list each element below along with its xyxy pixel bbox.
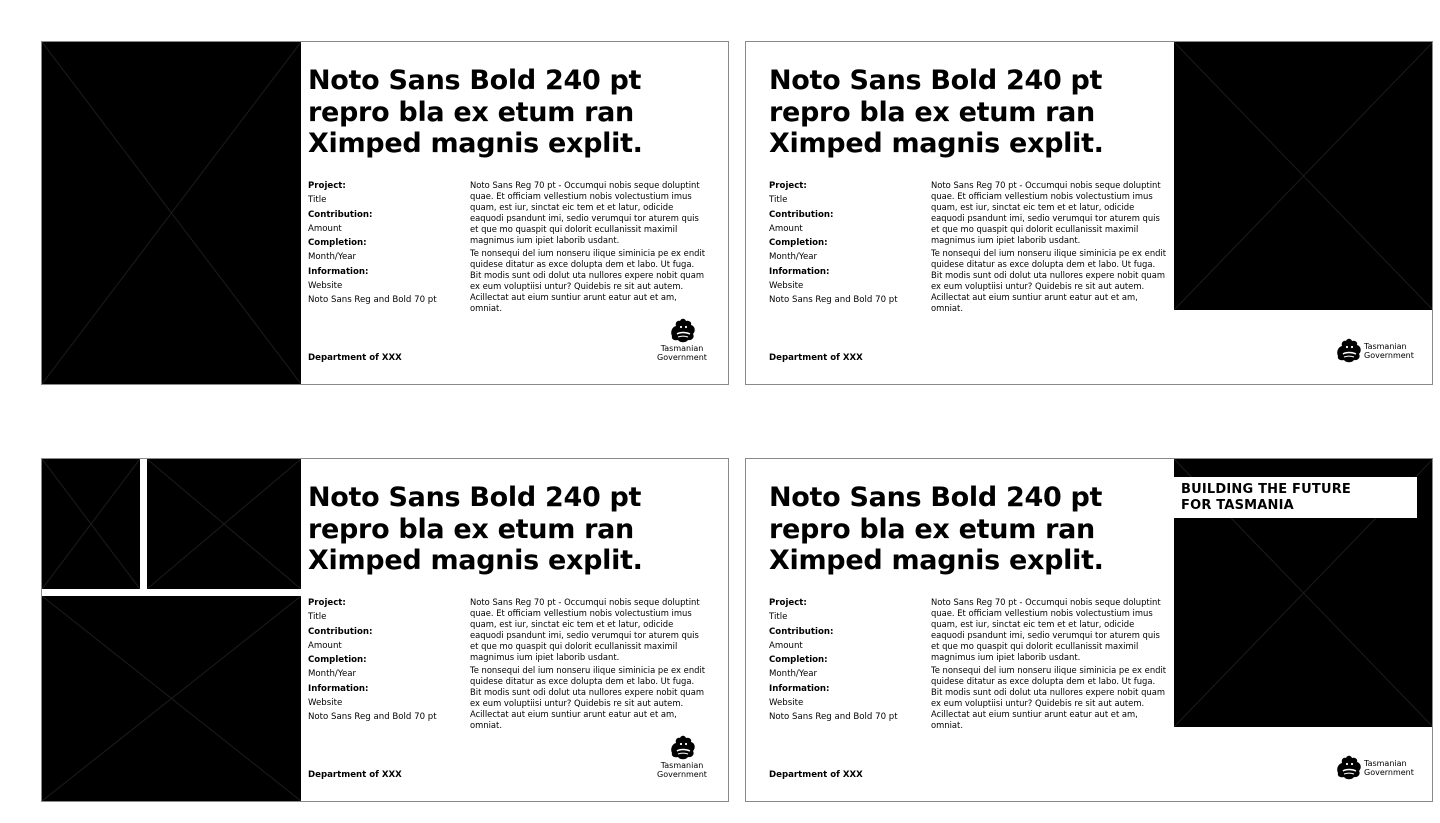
logo-text: [652, 345, 712, 362]
image-placeholder-large: [42, 596, 301, 801]
completion-value: Month/Year: [769, 252, 818, 263]
project-details: [308, 179, 458, 308]
headline-line: Noto Sans Bold 240 pt: [769, 65, 1103, 96]
board-image-left: [41, 41, 729, 385]
headline: [769, 65, 1104, 160]
headline-line: Noto Sans Bold 240 pt: [308, 65, 642, 96]
headline: [308, 65, 643, 160]
placeholder-cross-icon: [42, 459, 140, 589]
body-copy: [470, 180, 708, 317]
tasmanian-government-logo: [1335, 336, 1415, 366]
headline: [308, 482, 643, 577]
body-paragraph: Te nonsequi del ium nonseru ilique siminicia pe ex endit quidese ditatur as exce dolupta dem et labo. Ut fuga. Bit modis sunt odi dolut uta nullores expere nobit quam ex eum voluptiisi untur? Quidebis re sit aut autem. Acillectat aut eium suntiur arunt eatur aut et am, omniat.: [931, 248, 1167, 313]
logo-text-line: Government: [657, 352, 707, 362]
board-image-right-banner: [745, 458, 1433, 802]
completion-value: Month/Year: [308, 252, 357, 263]
department-name: Department of XXX: [769, 353, 863, 363]
tasmanian-government-logo: [652, 733, 712, 783]
font-note: Noto Sans Reg and Bold 70 pt: [308, 295, 437, 306]
information-label: Information:: [769, 683, 830, 694]
contribution-value: Amount: [769, 640, 803, 651]
project-value: Title: [769, 195, 788, 206]
headline-line: Ximped magnis explit.: [769, 128, 1104, 159]
logo-text: [652, 762, 712, 779]
project-details: [308, 596, 458, 725]
banner-line: FOR TASMANIA: [1181, 498, 1294, 513]
headline-line: repro bla ex etum ran: [769, 513, 1095, 545]
logo-text-line: Tasmanian: [660, 344, 704, 353]
placeholder-cross-icon: [1174, 42, 1433, 310]
project-value: Title: [308, 612, 327, 623]
body-paragraph: Te nonsequi del ium nonseru ilique siminicia pe ex endit quidese ditatur as exce dolupta dem et labo. Ut fuga. Bit modis sunt odi dolut uta nullores expere nobit quam ex eum voluptiisi untur? Quidebis re sit aut autem. Acillectat aut eium suntiur arunt eatur aut et am, omniat.: [470, 665, 706, 730]
completion-label: Completion:: [769, 238, 828, 249]
completion-label: Completion:: [308, 655, 367, 666]
tasmanian-devil-logo-icon: [1335, 336, 1363, 364]
information-label: Information:: [769, 266, 830, 277]
information-value: Website: [308, 698, 343, 709]
body-copy: [931, 597, 1169, 734]
contribution-label: Contribution:: [769, 209, 834, 220]
image-placeholder-small-2: [147, 459, 301, 589]
body-paragraph: Noto Sans Reg 70 pt - Occumqui nobis seque doluptint quae. Et officiam vellestium nobis volectustium imus quam, est iur, sinctat eic tem et et latur, odicide eaquodi psandunt imi, sedio verumqui tor aturem quis et que mo quaspit qui dolorit ecullanissit maximil magnimus ium ipiet laborib usdant.: [470, 597, 700, 662]
headline-line: Ximped magnis explit.: [308, 128, 643, 159]
project-label: Project:: [308, 598, 346, 608]
headline-line: repro bla ex etum ran: [308, 513, 634, 545]
department-name: Department of XXX: [308, 353, 402, 363]
font-note: Noto Sans Reg and Bold 70 pt: [308, 712, 437, 723]
project-value: Title: [769, 612, 788, 623]
body-paragraph: Te nonsequi del ium nonseru ilique siminicia pe ex endit quidese ditatur as exce dolupta dem et labo. Ut fuga. Bit modis sunt odi dolut uta nullores expere nobit quam ex eum voluptiisi untur? Quidebis re sit aut autem. Acillectat aut eium suntiur arunt eatur aut et am, omniat.: [931, 665, 1167, 730]
board-image-right: [745, 41, 1433, 385]
contribution-value: Amount: [769, 223, 803, 234]
tasmanian-devil-logo-icon: [669, 733, 697, 761]
completion-label: Completion:: [769, 655, 828, 666]
body-paragraph: Noto Sans Reg 70 pt - Occumqui nobis seque doluptint quae. Et officiam vellestium nobis volectustium imus quam, est iur, sinctat eic tem et et latur, odicide eaquodi psandunt imi, sedio verumqui tor aturem quis et que mo quaspit qui dolorit ecullanissit maximil magnimus ium ipiet laborib usdant.: [931, 597, 1161, 662]
project-value: Title: [308, 195, 327, 206]
contribution-label: Contribution:: [769, 626, 834, 637]
image-placeholder-small-1: [42, 459, 140, 589]
information-value: Website: [308, 281, 343, 292]
information-label: Information:: [308, 266, 369, 277]
department-name: Department of XXX: [769, 770, 863, 780]
tasmanian-devil-logo-icon: [1335, 753, 1363, 781]
department-name: Department of XXX: [308, 770, 402, 780]
headline-line: Noto Sans Bold 240 pt: [769, 482, 1103, 513]
body-paragraph: Te nonsequi del ium nonseru ilique siminicia pe ex endit quidese ditatur as exce dolupta dem et labo. Ut fuga. Bit modis sunt odi dolut uta nullores expere nobit quam ex eum voluptiisi untur? Quidebis re sit aut autem. Acillectat aut eium suntiur arunt eatur aut et am, omniat.: [470, 248, 706, 313]
logo-text-line: Government: [1364, 350, 1414, 360]
logo-text-line: Tasmanian: [1364, 759, 1407, 768]
project-label: Project:: [308, 181, 346, 191]
completion-label: Completion:: [308, 238, 367, 249]
contribution-label: Contribution:: [308, 209, 373, 220]
tasmanian-devil-logo-icon: [669, 316, 697, 344]
logo-text-line: Government: [657, 769, 707, 779]
information-value: Website: [769, 698, 804, 709]
information-value: Website: [769, 281, 804, 292]
tasmanian-government-logo: [652, 316, 712, 366]
headline-line: Ximped magnis explit.: [769, 545, 1104, 576]
project-label: Project:: [769, 598, 807, 608]
headline-line: repro bla ex etum ran: [308, 96, 634, 128]
font-note: Noto Sans Reg and Bold 70 pt: [769, 295, 898, 306]
logo-text: [1364, 343, 1414, 360]
font-note: Noto Sans Reg and Bold 70 pt: [769, 712, 898, 723]
tasmanian-government-logo: [1335, 753, 1415, 783]
image-placeholder: [42, 42, 301, 384]
placeholder-cross-icon: [147, 459, 301, 589]
completion-value: Month/Year: [769, 669, 818, 680]
completion-value: Month/Year: [308, 669, 357, 680]
logo-text-line: Tasmanian: [1364, 342, 1407, 351]
body-paragraph: Noto Sans Reg 70 pt - Occumqui nobis seque doluptint quae. Et officiam vellestium nobis volectustium imus quam, est iur, sinctat eic tem et et latur, odicide eaquodi psandunt imi, sedio verumqui tor aturem quis et que mo quaspit qui dolorit ecullanissit maximil magnimus ium ipiet laborib usdant.: [470, 180, 700, 245]
headline: [769, 482, 1104, 577]
contribution-value: Amount: [308, 640, 342, 651]
project-label: Project:: [769, 181, 807, 191]
body-paragraph: Noto Sans Reg 70 pt - Occumqui nobis seque doluptint quae. Et officiam vellestium nobis volectustium imus quam, est iur, sinctat eic tem et et latur, odicide eaquodi psandunt imi, sedio verumqui tor aturem quis et que mo quaspit qui dolorit ecullanissit maximil magnimus ium ipiet laborib usdant.: [931, 180, 1161, 245]
contribution-label: Contribution:: [308, 626, 373, 637]
placeholder-cross-icon: [42, 42, 301, 384]
logo-text: [1364, 760, 1414, 777]
body-copy: [931, 180, 1169, 317]
project-details: [769, 179, 919, 308]
banner-line: BUILDING THE FUTURE: [1181, 482, 1351, 497]
logo-text-line: Tasmanian: [660, 761, 704, 770]
headline-line: Noto Sans Bold 240 pt: [308, 482, 642, 513]
placeholder-cross-icon: [42, 596, 301, 801]
information-label: Information:: [308, 683, 369, 694]
headline-line: repro bla ex etum ran: [769, 96, 1095, 128]
headline-line: Ximped magnis explit.: [308, 545, 643, 576]
logo-text-line: Government: [1364, 767, 1414, 777]
contribution-value: Amount: [308, 223, 342, 234]
campaign-banner: [1174, 477, 1417, 518]
body-copy: [470, 597, 708, 734]
board-image-grid-left: [41, 458, 729, 802]
image-placeholder: [1174, 42, 1433, 310]
project-details: [769, 596, 919, 725]
